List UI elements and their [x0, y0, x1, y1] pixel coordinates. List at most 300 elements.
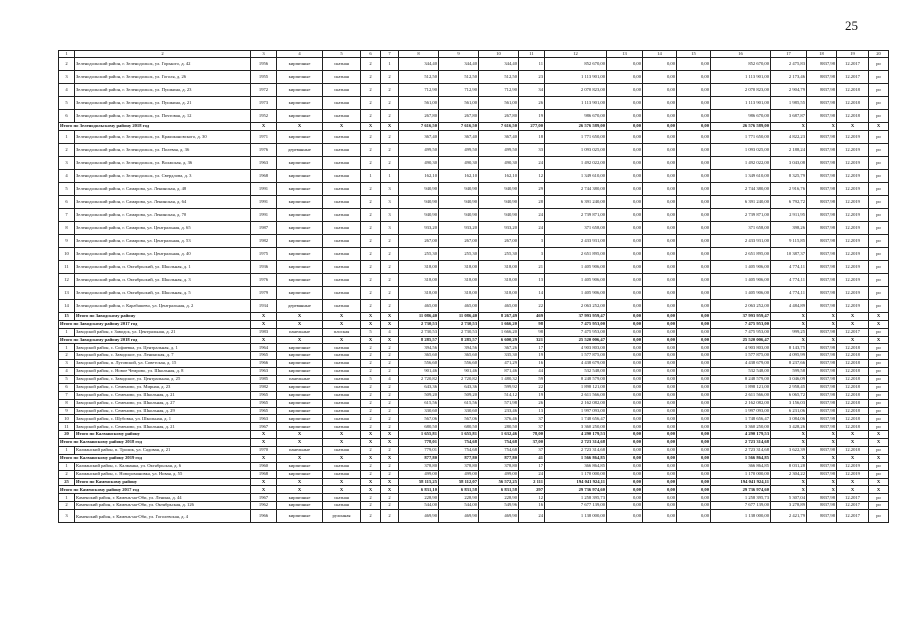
table-cell: 2 723 314,68 [545, 439, 607, 447]
table-cell: 0,00 [677, 328, 711, 336]
table-cell: 1 748 656,47 [711, 415, 771, 423]
table-cell: 471,29 [479, 360, 519, 368]
table-row [59, 273, 889, 286]
table-cell: 0,00 [677, 169, 711, 182]
table-cell: 321 [519, 336, 545, 344]
table-cell: 469 [519, 312, 545, 320]
table-cell: ро [869, 368, 889, 376]
table-cell: 0,00 [677, 415, 711, 423]
table-cell: 194 041 924,11 [711, 478, 771, 486]
table-cell: 2 [381, 299, 399, 312]
table-cell: 0,00 [643, 123, 677, 131]
table-cell: 1 666,20 [479, 328, 519, 336]
table-cell: 0,00 [643, 71, 677, 84]
table-cell: 23 [519, 71, 545, 84]
address-cell: Зеленодольский район, г. Самарова, ул. Ленинская, д. 48 [75, 182, 251, 195]
table-cell: 8837,98 [807, 182, 837, 195]
table-cell: 12.2017 [837, 510, 869, 523]
table-cell: 8837,98 [807, 510, 837, 523]
table-cell: 162,10 [479, 169, 519, 182]
table-cell: 12.2018 [837, 376, 869, 384]
table-cell: 12.2019 [837, 195, 869, 208]
table-cell: X [251, 123, 277, 131]
table-cell: 1979 [251, 286, 277, 299]
table-cell: 7 677 139,00 [711, 502, 771, 510]
table-cell: 2 [361, 110, 381, 123]
table-cell: 26 576 589,00 [545, 123, 607, 131]
table-cell: 2 [381, 156, 399, 169]
table-cell: кирпичные [277, 169, 323, 182]
table-cell: 512,50 [479, 71, 519, 84]
column-number: 9 [439, 51, 479, 58]
table-row [59, 182, 889, 195]
table-cell: 1991 [251, 208, 277, 221]
table-cell: 1 577 875,00 [545, 352, 607, 360]
table-cell: X [323, 336, 361, 344]
table-cell: 567,06 [439, 415, 479, 423]
table-cell: 8837,98 [807, 344, 837, 352]
table-cell: 465,00 [439, 299, 479, 312]
table-cell: 940,90 [399, 182, 439, 195]
row-number-cell: 20 [59, 431, 75, 439]
address-cell: Калманский район, п. Тролик, ул. Садовая, д. 21 [75, 447, 251, 455]
table-cell: 13 [519, 407, 545, 415]
table-cell: ро [869, 247, 889, 260]
table-cell: 3 043,08 [771, 156, 807, 169]
table-cell: 3 [381, 208, 399, 221]
table-cell: 0,00 [677, 510, 711, 523]
table-cell: 556,60 [399, 360, 439, 368]
table-cell: скатная [323, 470, 361, 478]
table-cell: X [807, 454, 837, 462]
table-cell: X [323, 320, 361, 328]
column-number: 10 [479, 51, 519, 58]
table-cell: 12.2018 [837, 344, 869, 352]
table-cell: 12.2018 [837, 360, 869, 368]
table-cell: 0,00 [677, 399, 711, 407]
subtotal-row [59, 123, 889, 131]
table-cell: 0,00 [677, 486, 711, 494]
table-cell: 1 492 022,00 [545, 156, 607, 169]
table-cell: 335,30 [479, 352, 519, 360]
table-cell: кирпичные [277, 423, 323, 431]
address-cell: Заводской район, с. Семеново, ул. Школьная, д. 21 [75, 423, 251, 431]
table-cell: 877,80 [439, 454, 479, 462]
table-cell: 0,00 [607, 376, 643, 384]
table-cell: 680,50 [439, 423, 479, 431]
table-cell: 8837,98 [807, 470, 837, 478]
table-cell: 0,00 [677, 360, 711, 368]
table-cell: 1 258 395,73 [711, 494, 771, 502]
table-cell: 12.2017 [837, 328, 869, 336]
table-cell: 0,00 [607, 486, 643, 494]
table-cell: скатная [323, 182, 361, 195]
table-cell: скатная [323, 447, 361, 455]
address-cell: Зеленодольский район, г. Зеленодольск, ул. Кржижановского, д. 30 [75, 130, 251, 143]
column-number: 18 [807, 51, 837, 58]
table-cell: 0,00 [643, 169, 677, 182]
table-cell: 2 [381, 273, 399, 286]
table-cell: X [277, 320, 323, 328]
table-cell: 8837,98 [807, 328, 837, 336]
table-cell: 12.2017 [837, 494, 869, 502]
table-cell: 514,12 [479, 391, 519, 399]
table-cell: 2 [361, 447, 381, 455]
table-cell: 8837,98 [807, 97, 837, 110]
row-number-cell: 1 [59, 130, 75, 143]
table-cell: 1 138 000,00 [545, 510, 607, 523]
table-cell: 2 904,79 [771, 84, 807, 97]
table-cell: 2 [381, 391, 399, 399]
table-cell: 1971 [251, 130, 277, 143]
table-cell: 1976 [251, 273, 277, 286]
table-cell: 8 248 579,00 [711, 376, 771, 384]
table-cell: 2 [381, 260, 399, 273]
table-cell: 544,00 [439, 502, 479, 510]
table-cell: 0,00 [643, 439, 677, 447]
table-cell: 1 666,20 [479, 320, 519, 328]
table-cell: 0,00 [677, 84, 711, 97]
table-cell: 490,30 [439, 156, 479, 169]
table-cell: 2 [361, 470, 381, 478]
subtotal-row [59, 478, 889, 486]
table-cell: 318,00 [439, 273, 479, 286]
table-cell: X [323, 123, 361, 131]
table-cell: кирпичные [277, 510, 323, 523]
column-number: 7 [381, 51, 399, 58]
row-number-cell: 11 [59, 260, 75, 273]
table-cell: кирпичные [277, 383, 323, 391]
table-cell: 643,36 [439, 383, 479, 391]
row-number-cell: 12 [59, 273, 75, 286]
table-cell: 318,00 [479, 286, 519, 299]
table-cell: 2 [361, 368, 381, 376]
table-cell: 58 112,07 [439, 478, 479, 486]
table-cell: 8837,98 [807, 376, 837, 384]
table-cell: 0,00 [643, 110, 677, 123]
row-number-cell: 8 [59, 221, 75, 234]
table-cell: кирпичные [277, 58, 323, 71]
table-cell: 680,50 [399, 423, 439, 431]
table-cell: 29 736 974,60 [711, 486, 771, 494]
row-number-cell: 13 [59, 286, 75, 299]
table-cell: X [381, 454, 399, 462]
table-cell: 2 [361, 143, 381, 156]
table-cell: X [277, 431, 323, 439]
table-cell: скатная [323, 399, 361, 407]
table-cell: 330,60 [399, 407, 439, 415]
table-cell: 6 391 240,00 [545, 195, 607, 208]
table-cell: 499,00 [479, 470, 519, 478]
table-cell: 712,90 [479, 84, 519, 97]
table-cell: 1968 [251, 470, 277, 478]
table-cell: 0,00 [677, 195, 711, 208]
table-cell: 544,00 [399, 502, 439, 510]
table-cell: 615,56 [439, 399, 479, 407]
table-cell: скатная [323, 156, 361, 169]
table-cell: 1 771 650,00 [545, 130, 607, 143]
table-cell: скатная [323, 391, 361, 399]
table-cell: 2 723 314,68 [545, 447, 607, 455]
table-cell: 318,00 [439, 286, 479, 299]
table-cell: 11 086,40 [439, 312, 479, 320]
table-cell: ро [869, 97, 889, 110]
table-cell: 4 903 803,00 [711, 344, 771, 352]
table-cell: 12.2018 [837, 415, 869, 423]
table-cell: X [807, 123, 837, 131]
table-cell: рулонная [323, 510, 361, 523]
table-cell: X [381, 431, 399, 439]
row-number-cell: 5 [59, 97, 75, 110]
table-cell: X [771, 336, 807, 344]
column-number: 17 [771, 51, 807, 58]
row-number-cell: 1 [59, 447, 75, 455]
table-cell: 0,00 [607, 454, 643, 462]
table-cell: 986 670,00 [545, 110, 607, 123]
table-cell: 2 433 931,00 [711, 234, 771, 247]
table-cell: 712,90 [399, 84, 439, 97]
table-cell: скатная [323, 407, 361, 415]
table-cell: X [251, 431, 277, 439]
table-cell: 344,40 [479, 58, 519, 71]
table-cell: скатная [323, 169, 361, 182]
table-cell: 0,00 [677, 182, 711, 195]
address-cell: Заводской район, с. Заводское, ул. Ленинская, д. 7 [75, 352, 251, 360]
row-number-cell: 3 [59, 360, 75, 368]
table-cell: 1 113 901,00 [545, 97, 607, 110]
table-cell: 0,00 [643, 486, 677, 494]
table-cell: 2 [361, 156, 381, 169]
table-cell: 318,00 [479, 260, 519, 273]
table-cell: 367,40 [479, 130, 519, 143]
table-cell: 0,00 [607, 221, 643, 234]
address-cell: Калманский район, с. Новоромановка, ул. Новая, д. 55 [75, 470, 251, 478]
table-cell: X [807, 478, 837, 486]
table-cell: скатная [323, 195, 361, 208]
table-cell: X [361, 336, 381, 344]
address-cell: Заводской район, с. Семеново, ул. Мирная, д. 23 [75, 383, 251, 391]
table-cell: кирпичные [277, 221, 323, 234]
table-cell: 344,40 [439, 58, 479, 71]
table-cell: 643,36 [399, 383, 439, 391]
table-cell: 0,00 [677, 58, 711, 71]
table-cell: 0,00 [607, 328, 643, 336]
table-cell: 1 405 906,00 [545, 286, 607, 299]
table-cell: скатная [323, 143, 361, 156]
table-cell: 8837,98 [807, 110, 837, 123]
table-cell: 1968 [251, 169, 277, 182]
table-cell: X [807, 320, 837, 328]
table-cell: X [869, 454, 889, 462]
table-cell: X [771, 312, 807, 320]
table-cell: 499,00 [439, 470, 479, 478]
table-cell: X [869, 312, 889, 320]
table-cell: 901,46 [399, 368, 439, 376]
table-cell: скатная [323, 352, 361, 360]
table-cell: 371 658,00 [711, 221, 771, 234]
table-cell: 378,80 [479, 462, 519, 470]
table-cell: 0,00 [643, 399, 677, 407]
table-cell: скатная [323, 58, 361, 71]
table-cell: 3 [381, 221, 399, 234]
table-cell: кирпичные [277, 182, 323, 195]
table-cell: 280,50 [479, 423, 519, 431]
subtotal-label: Итого по Заводскому району [75, 312, 251, 320]
table-cell: 0,00 [607, 470, 643, 478]
table-cell: 1 170 000,00 [545, 470, 607, 478]
row-number-cell: 1 [59, 328, 75, 336]
address-cell: Заводской район, с. Заводское, ул. Центральная, д. 25 [75, 376, 251, 384]
table-cell: 0,00 [607, 439, 643, 447]
table-cell: 0,00 [677, 383, 711, 391]
table-cell: 567,06 [399, 415, 439, 423]
table-cell: 2 [361, 130, 381, 143]
address-cell: Зеленодольский район, г. Зеленодольск, ул. Волжская, д. 36 [75, 156, 251, 169]
table-cell: 28 [519, 195, 545, 208]
table-cell: ро [869, 376, 889, 384]
table-cell: 11 086,40 [399, 312, 439, 320]
table-cell: 2 [361, 383, 381, 391]
table-cell: кирпичные [277, 97, 323, 110]
table-cell: 44 [519, 368, 545, 376]
table-cell: 2 [381, 399, 399, 407]
table-cell: 2 958,45 [771, 383, 807, 391]
table-cell: 398,26 [771, 221, 807, 234]
table-cell: 1 748 656,47 [545, 415, 607, 423]
table-cell: 12.2018 [837, 399, 869, 407]
table-cell: 12.2017 [837, 502, 869, 510]
table-row [59, 299, 889, 312]
table-cell: 1 632,46 [479, 431, 519, 439]
table-cell: 1970 [251, 447, 277, 455]
table-cell: 2 [381, 110, 399, 123]
table-cell: скатная [323, 286, 361, 299]
table-cell: 2 [381, 494, 399, 502]
table-cell: 1 566 864,85 [545, 454, 607, 462]
table-cell: 7 475 953,00 [545, 320, 607, 328]
table-cell: 297 [519, 486, 545, 494]
table-cell: 267,80 [439, 110, 479, 123]
table-cell: ро [869, 415, 889, 423]
table-cell: 1991 [251, 195, 277, 208]
table-cell: 8837,98 [807, 447, 837, 455]
table-cell: 0,00 [677, 439, 711, 447]
table-cell: 1 138 000,00 [711, 510, 771, 523]
table-cell: 0,00 [607, 208, 643, 221]
table-cell: кирпичные [277, 502, 323, 510]
table-cell: X [251, 478, 277, 486]
column-number: 8 [399, 51, 439, 58]
table-cell: 2 [361, 510, 381, 523]
table-cell: 0,00 [643, 407, 677, 415]
table-cell: 1 113 901,00 [711, 71, 771, 84]
table-cell: 0,00 [643, 352, 677, 360]
table-cell: 7 475 953,00 [711, 328, 771, 336]
table-cell: 4 [381, 376, 399, 384]
table-cell: 1964 [251, 344, 277, 352]
table-cell: 0,00 [677, 234, 711, 247]
table-cell: 78,00 [519, 431, 545, 439]
table-cell: 1 113 901,00 [711, 97, 771, 110]
table-cell: 0,00 [607, 360, 643, 368]
table-cell: скатная [323, 462, 361, 470]
table-cell: скатная [323, 97, 361, 110]
table-cell: 5 307,04 [771, 494, 807, 502]
table-cell: 0,00 [607, 182, 643, 195]
table-cell: 0,00 [677, 368, 711, 376]
table-cell: 754,68 [439, 447, 479, 455]
table-cell: 267,00 [479, 234, 519, 247]
table-cell: 228,90 [439, 494, 479, 502]
row-number-cell: 2 [59, 502, 75, 510]
table-cell: 2 [381, 247, 399, 260]
table-cell: 0,00 [643, 195, 677, 208]
table-cell: X [361, 123, 381, 131]
table-cell: 0,00 [643, 502, 677, 510]
table-row [59, 399, 889, 407]
table-cell: 933,20 [399, 221, 439, 234]
table-cell: X [251, 486, 277, 494]
row-number-cell: 1 [59, 344, 75, 352]
table-cell: 8837,98 [807, 286, 837, 299]
table-cell: 12 [519, 169, 545, 182]
table-cell: 509,20 [439, 391, 479, 399]
address-cell: Зеленодольский район, г. Самарова, ул. Центральная, д. 53 [75, 234, 251, 247]
table-cell: 29 736 974,60 [545, 486, 607, 494]
table-cell: 2 070 823,00 [711, 84, 771, 97]
table-cell: ро [869, 130, 889, 143]
table-cell: 2 730,53 [399, 328, 439, 336]
table-cell: 4 774,11 [771, 273, 807, 286]
table-cell: 6 831,10 [399, 486, 439, 494]
table-cell: 12.2019 [837, 234, 869, 247]
table-cell: 615,56 [399, 399, 439, 407]
table-cell: скатная [323, 344, 361, 352]
table-cell: 0,00 [643, 97, 677, 110]
row-number-cell: 25 [59, 478, 75, 486]
table-cell: 0,00 [643, 470, 677, 478]
table-cell: кирпичные [277, 130, 323, 143]
table-cell: 1982 [251, 383, 277, 391]
table-cell: 2 [361, 273, 381, 286]
table-cell: скатная [323, 273, 361, 286]
table-cell: скатная [323, 299, 361, 312]
table-cell: ро [869, 423, 889, 431]
table-cell: 0,00 [677, 71, 711, 84]
address-cell: Зеленодольский район, г. Зеленодольск, ул. Горького, д. 42 [75, 58, 251, 71]
table-cell: 754,68 [439, 439, 479, 447]
address-cell: Заводской район, с. Новое Чемрово, ул. Школьная, д. 8 [75, 368, 251, 376]
table-cell: 2 [361, 195, 381, 208]
table-cell: 0,00 [677, 470, 711, 478]
table-cell: 0,00 [607, 447, 643, 455]
table-row [59, 143, 889, 156]
table-cell: 8837,98 [807, 407, 837, 415]
table-cell: X [837, 312, 869, 320]
address-cell: Зеленодольский район, п. Октябрьский, ул. Школьная, д. 3 [75, 273, 251, 286]
table-cell: 0,00 [677, 286, 711, 299]
table-cell: 465,00 [479, 299, 519, 312]
table-cell: 2 [361, 352, 381, 360]
table-cell: 0,00 [643, 320, 677, 328]
table-cell: 0,00 [677, 447, 711, 455]
table-cell: 512,50 [439, 71, 479, 84]
table-cell: 22 [519, 299, 545, 312]
table-cell: 1965 [251, 352, 277, 360]
table-cell: 6 231,06 [771, 407, 807, 415]
table-cell: 98 [519, 320, 545, 328]
table-row [59, 344, 889, 352]
